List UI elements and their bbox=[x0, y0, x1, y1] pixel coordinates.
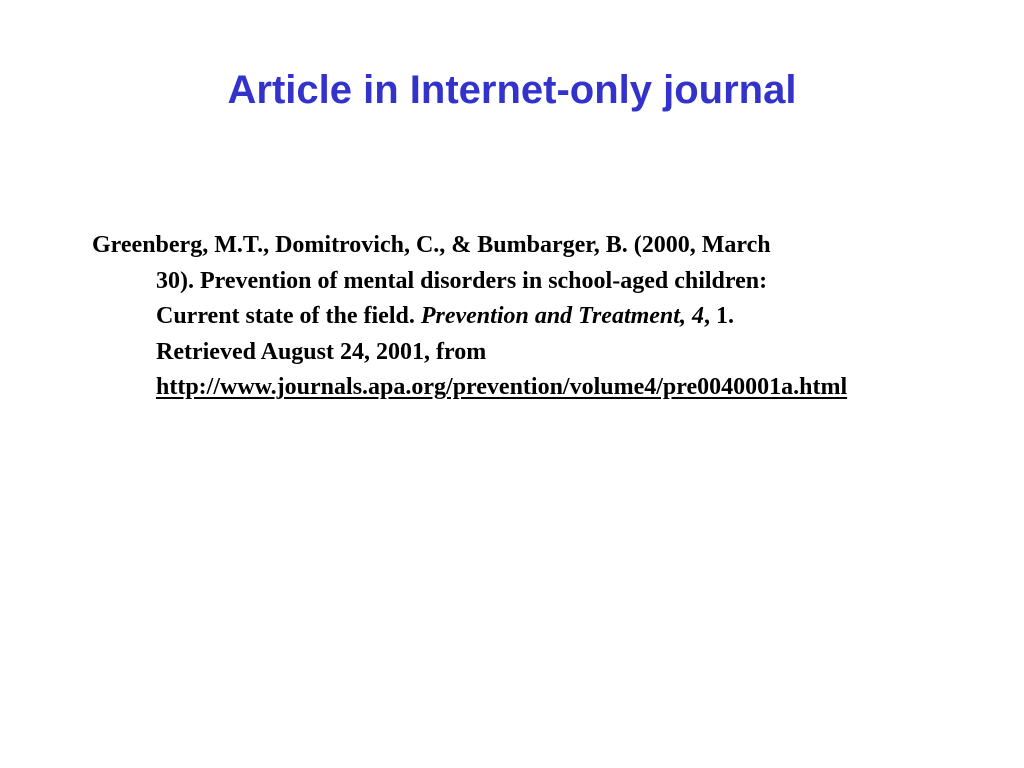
reference-url-link[interactable]: http://www.journals.apa.org/prevention/volume4/pre0040001a.html bbox=[156, 374, 848, 400]
reference-entry bbox=[92, 228, 992, 406]
slide-title: Article in Internet-only journal bbox=[227, 68, 797, 112]
reference-line-4: Retrieved August 24, 2001, from bbox=[156, 338, 487, 365]
reference-line-3 bbox=[92, 299, 992, 335]
reference-line-1: Greenberg, M.T., Domitrovich, C., & Bumbarger, B. (2000, March bbox=[92, 232, 771, 258]
journal-name: Prevention and Treatment, 4 bbox=[420, 303, 704, 329]
reference-line-5 bbox=[92, 370, 992, 406]
reference-line-2: 30). Prevention of mental disorders in school-aged children: bbox=[156, 267, 768, 294]
reference-text-prefix: Current state of the field. bbox=[156, 303, 421, 329]
reference-text-suffix: , 1. bbox=[703, 303, 734, 329]
